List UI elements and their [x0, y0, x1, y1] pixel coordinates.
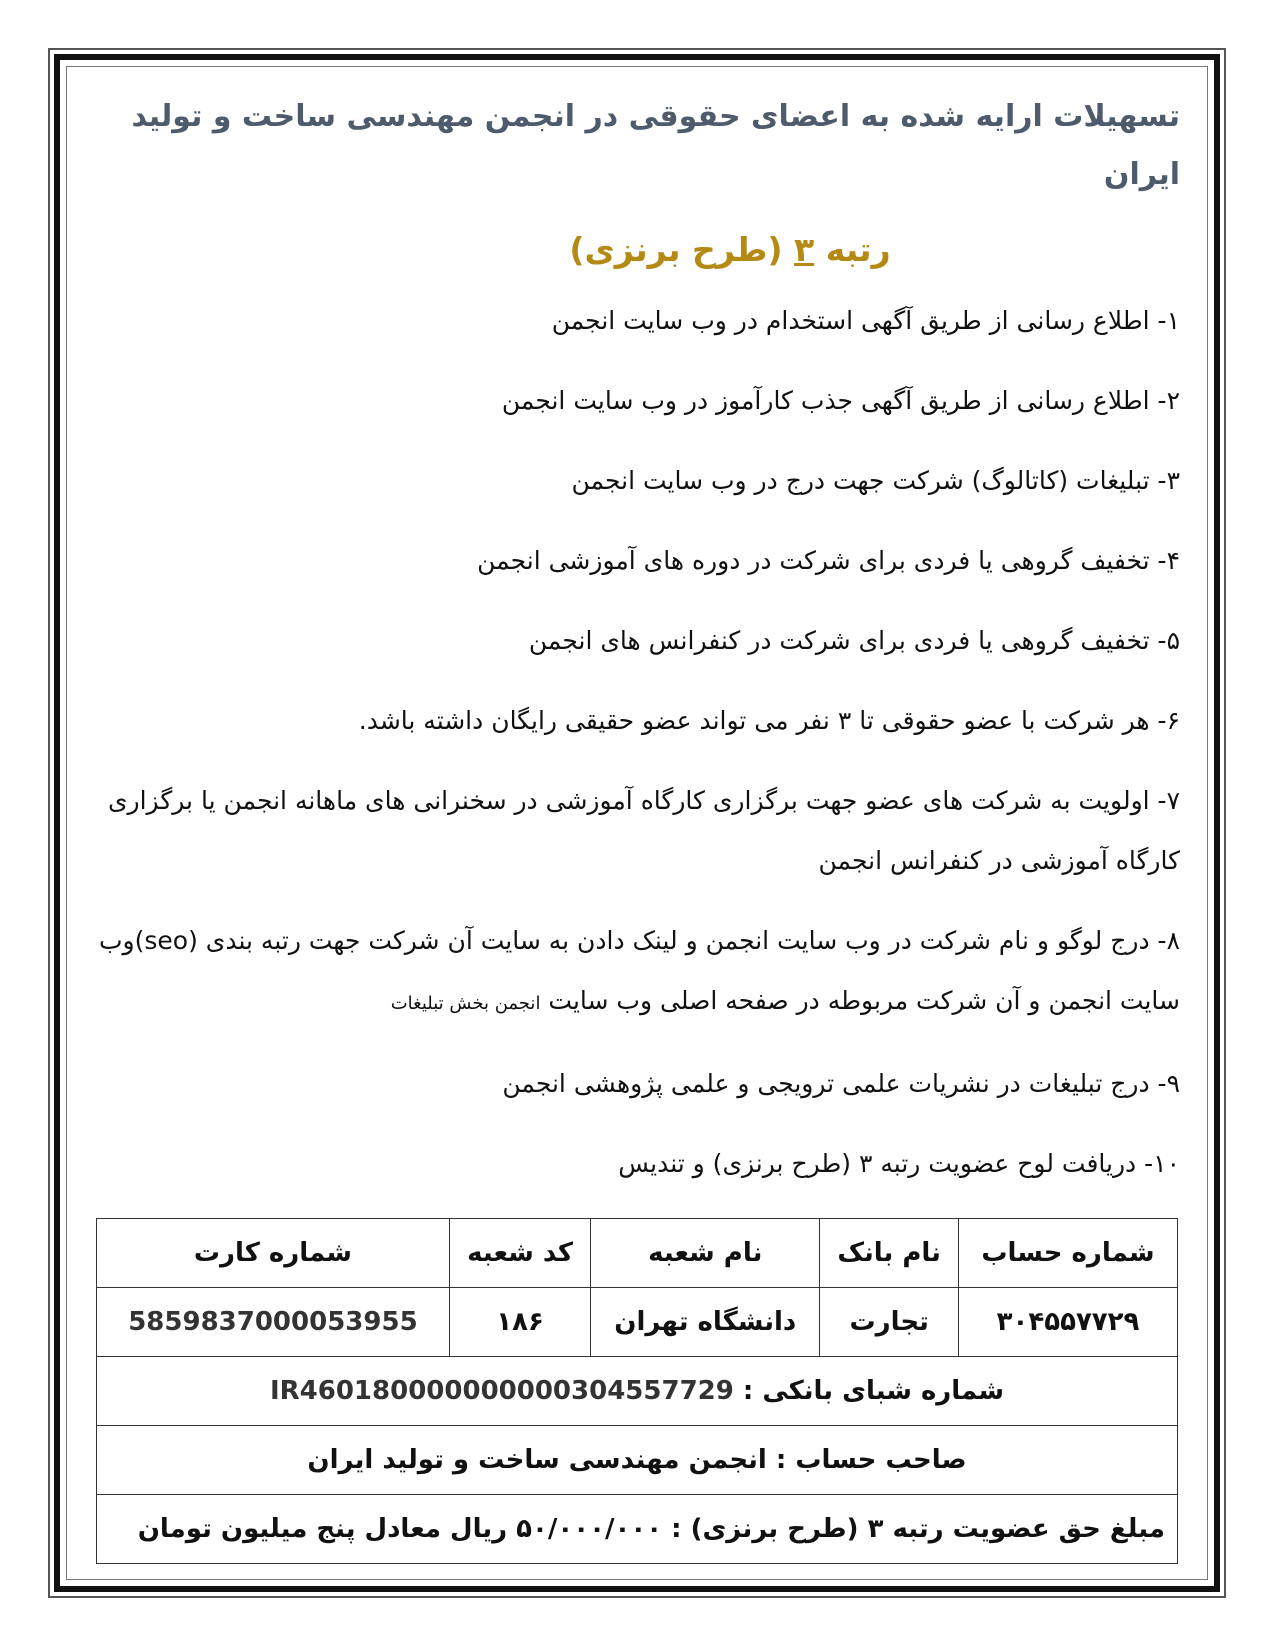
- benefits-list: [90, 291, 1180, 1194]
- bank-name: تجارت: [820, 1288, 959, 1357]
- benefit-item: ۱۰- دریافت لوح عضویت رتبه ۳ (طرح برنزی) و تندیس: [618, 1149, 1180, 1178]
- benefit-item: ۳- تبلیغات (کاتالوگ) شرکت جهت درج در وب سایت انجمن: [571, 466, 1180, 495]
- branch-code: ۱۸۶: [449, 1288, 590, 1357]
- fee-row: [97, 1495, 1178, 1564]
- owner-label: صاحب حساب :: [775, 1445, 967, 1475]
- owner-value: انجمن مهندسی ساخت و تولید ایران: [307, 1445, 767, 1475]
- document-title: تسهیلات ارایه شده به اعضای حقوقی در انجمن مهندسی ساخت و تولید ایران: [131, 99, 1180, 192]
- benefit-item: ۹- درج تبلیغات در نشریات علمی ترویجی و علمی پژوهشی انجمن: [502, 1069, 1180, 1098]
- header-account-number: شماره حساب: [959, 1219, 1178, 1288]
- grade-heading: [90, 230, 1180, 269]
- header-branch-name: نام شعبه: [591, 1219, 820, 1288]
- benefit-item: ۷- اولویت به شرکت های عضو جهت برگزاری کارگاه آموزشی در سخنرانی های ماهانه انجمن یا برگزاری کارگاه آموزشی در کنفرانس انجمن: [107, 786, 1180, 875]
- bank-table-data-row: [97, 1288, 1178, 1357]
- header-bank-name: نام بانک: [820, 1219, 959, 1288]
- benefit-item-8-note: انجمن بخش تبلیغات: [390, 993, 541, 1014]
- benefit-item-8: [90, 911, 1180, 1034]
- bank-info-table: [96, 1218, 1178, 1564]
- card-number: 5859837000053955: [97, 1288, 450, 1357]
- benefit-item: ۲- اطلاع رسانی از طریق آگهی جذب کارآموز در وب سایت انجمن: [501, 386, 1180, 415]
- header-card-number: شماره کارت: [97, 1219, 450, 1288]
- grade-plan: (طرح برنزی): [569, 230, 783, 269]
- benefit-item: ۵- تخفیف گروهی یا فردی برای شرکت در کنفرانس های انجمن: [528, 626, 1180, 655]
- branch-name: دانشگاه تهران: [591, 1288, 820, 1357]
- bank-table-header-row: [97, 1219, 1178, 1288]
- owner-row: [97, 1426, 1178, 1495]
- sheba-label: شماره شبای بانکی :: [742, 1376, 1005, 1406]
- document-body: [90, 88, 1180, 1214]
- benefit-item: ۱- اطلاع رسانی از طریق آگهی استخدام در وب سایت انجمن: [551, 306, 1180, 335]
- benefit-item-8-text: ۸- درج لوگو و نام شرکت در وب سایت انجمن و لینک دادن به سایت آن شرکت جهت رتبه بندی (seo)وب سایت انجمن و آن شرکت مربوطه در صفحه اصلی وب سایت: [99, 926, 1180, 1015]
- grade-prefix: رتبه: [825, 230, 891, 269]
- sheba-value: IR460180000000000304557729: [269, 1376, 734, 1406]
- account-number: ۳۰۴۵۵۷۷۲۹: [959, 1288, 1178, 1357]
- benefit-item: ۶- هر شرکت با عضو حقوقی تا ۳ نفر می تواند عضو حقیقی رایگان داشته باشد.: [358, 706, 1180, 735]
- grade-number: ۳: [794, 230, 815, 269]
- membership-fee: مبلغ حق عضویت رتبه ۳ (طرح برنزی) : ۵۰/۰۰۰/۰۰۰ ریال معادل پنج میلیون تومان: [97, 1495, 1178, 1564]
- benefit-item: ۴- تخفیف گروهی یا فردی برای شرکت در دوره های آموزشی انجمن: [477, 546, 1180, 575]
- sheba-row: [97, 1357, 1178, 1426]
- header-branch-code: کد شعبه: [449, 1219, 590, 1288]
